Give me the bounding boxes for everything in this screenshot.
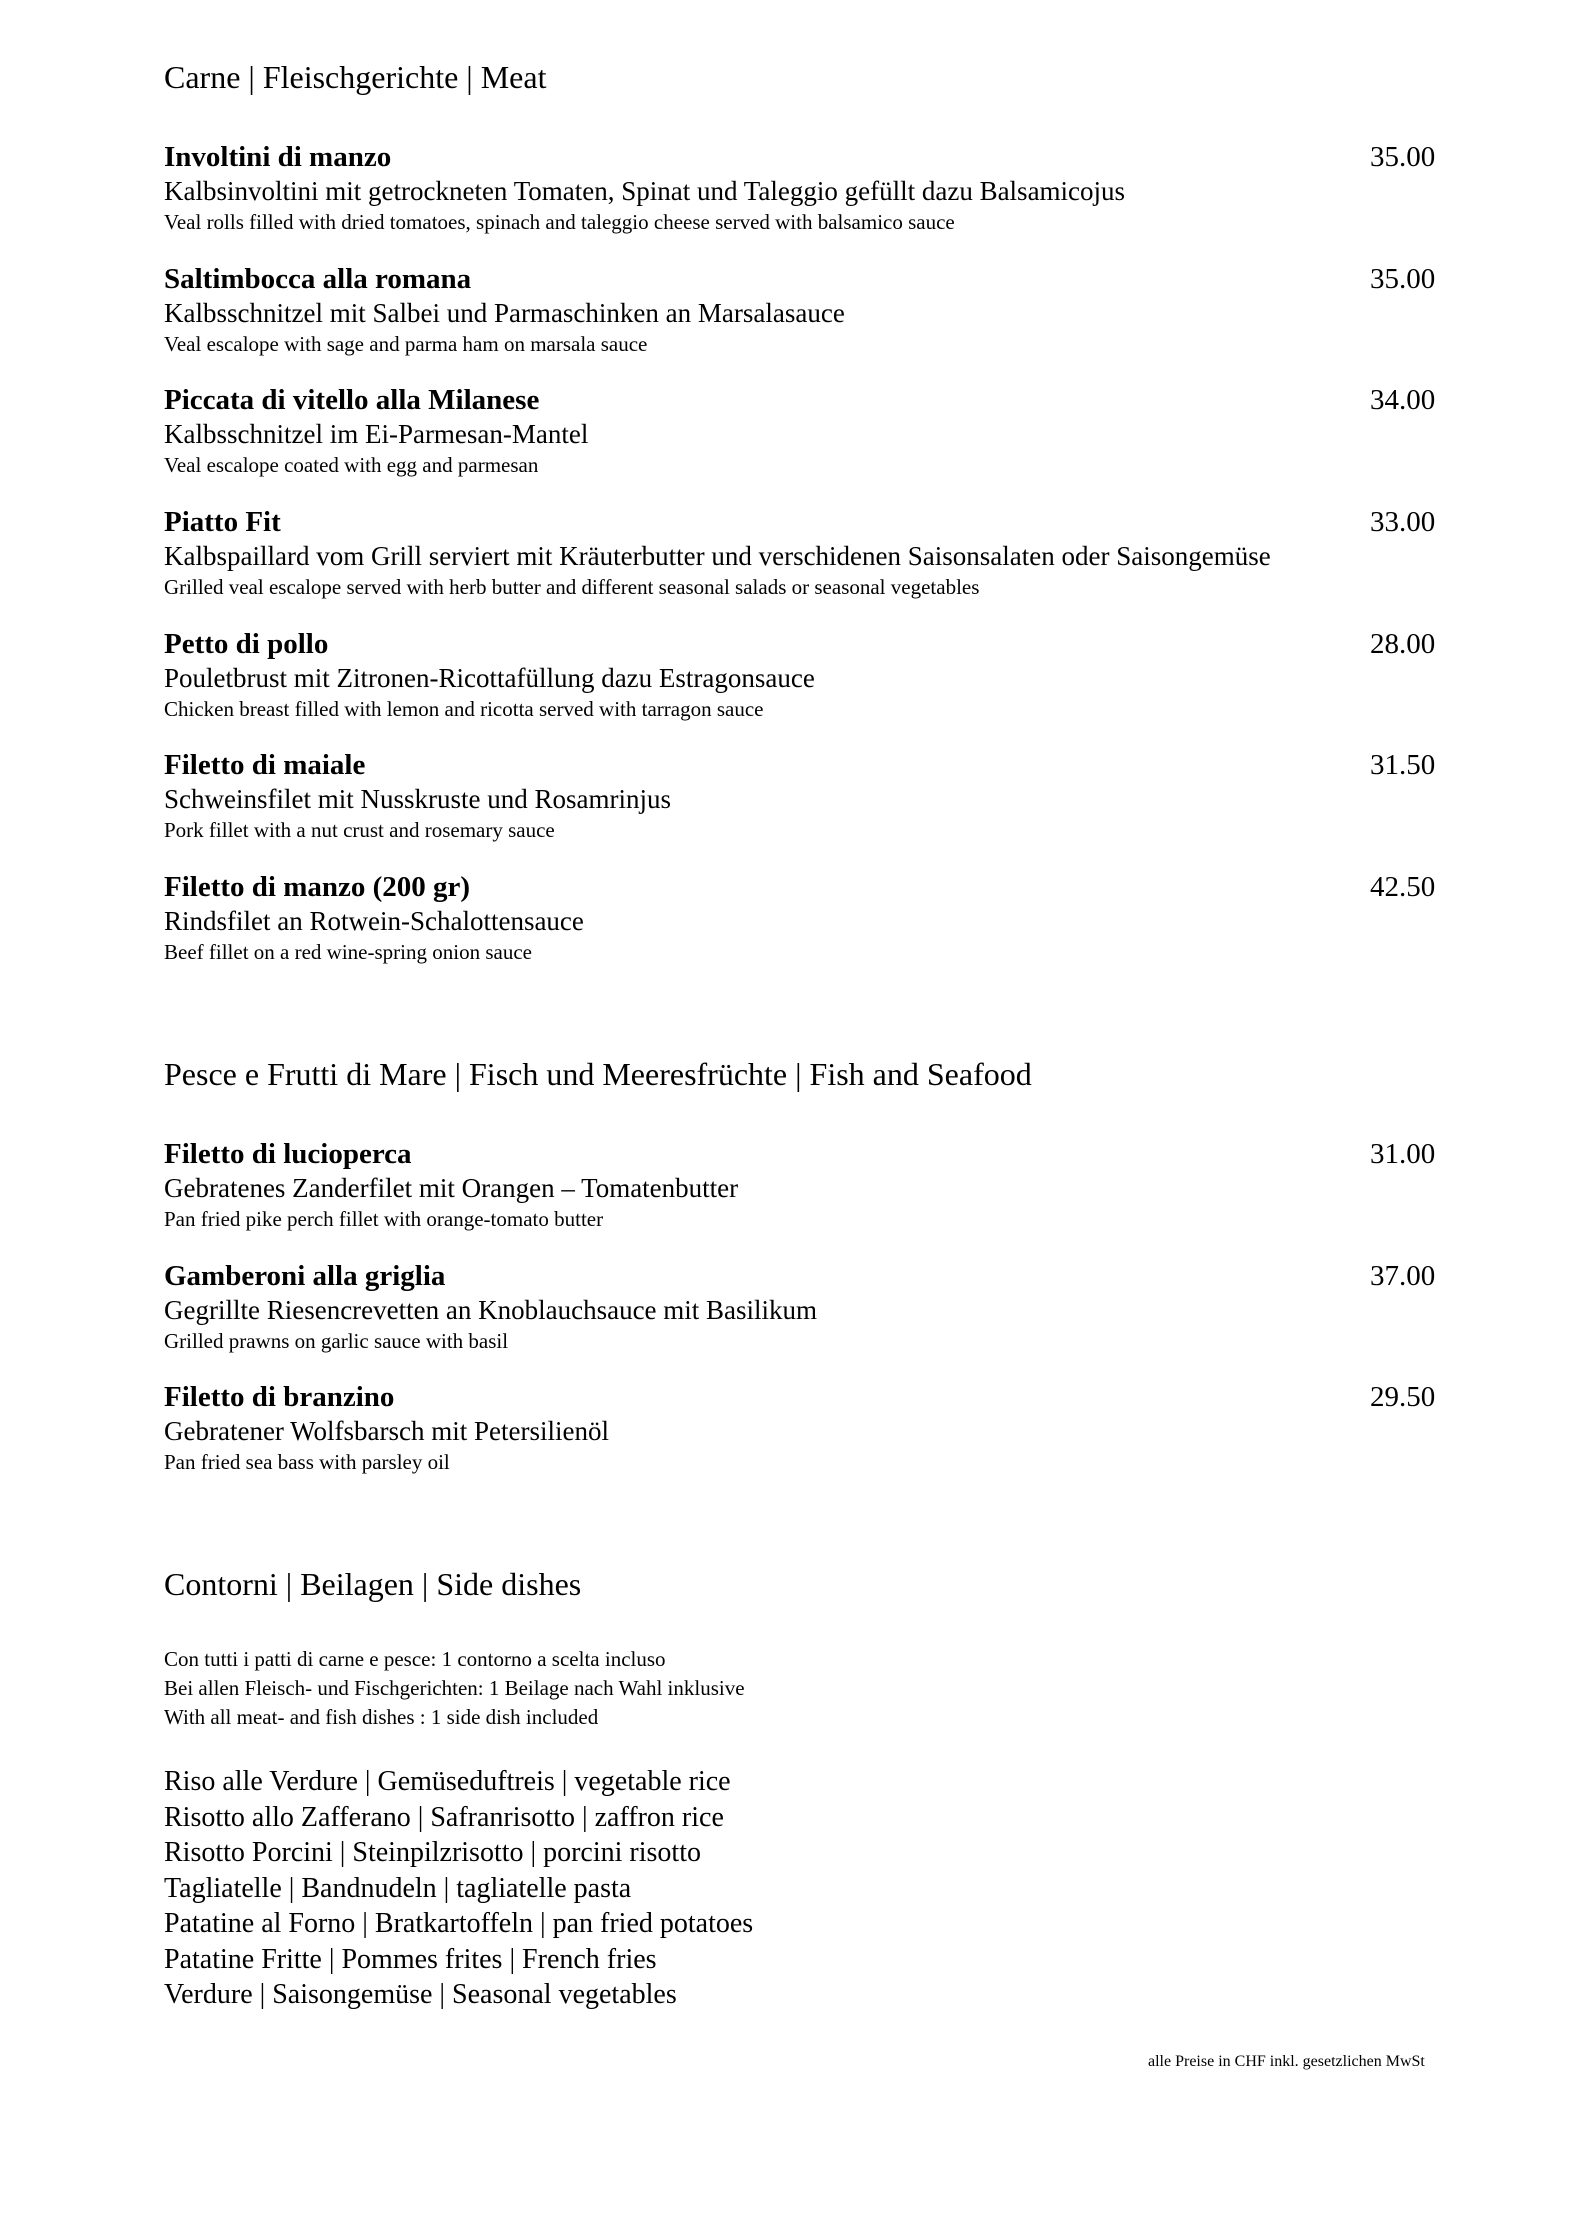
dish-description-en: Pan fried pike perch fillet with orange-tomato butter <box>164 1207 604 1231</box>
dish-filetto-di-branzino <box>164 1380 1444 1476</box>
section-heading-meat: Carne | Fleischgerichte | Meat <box>164 59 547 95</box>
dish-involtini <box>164 140 1444 236</box>
dish-description-de: Kalbspaillard vom Grill serviert mit Kräuterbutter und verschidenen Saisonsalaten oder Saisongemüse <box>164 541 1271 571</box>
dish-price: 35.00 <box>1370 141 1436 173</box>
side-dishes-list <box>164 1764 753 2013</box>
side-dish-item: Risotto allo Zafferano | Safranrisotto | zaffron rice <box>164 1801 724 1833</box>
dish-description-en: Veal rolls filled with dried tomatoes, spinach and taleggio cheese served with balsamico sauce <box>164 210 955 234</box>
dish-name: Filetto di lucioperca <box>164 1138 412 1170</box>
dish-name: Filetto di branzino <box>164 1381 395 1413</box>
side-dish-item: Verdure | Saisongemüse | Seasonal vegetables <box>164 1979 677 2010</box>
dish-description-de: Pouletbrust mit Zitronen-Ricottafüllung dazu Estragonsauce <box>164 663 815 693</box>
dish-description-de: Gebratenes Zanderfilet mit Orangen – Tomatenbutter <box>164 1173 739 1203</box>
dish-gamberoni <box>164 1259 1444 1355</box>
dish-price: 29.50 <box>1370 1381 1436 1413</box>
dish-description-de: Gegrillte Riesencrevetten an Knoblauchsauce mit Basilikum <box>164 1295 818 1325</box>
dish-description-en: Pork fillet with a nut crust and rosemary sauce <box>164 818 555 842</box>
dish-description-en: Veal escalope coated with egg and parmesan <box>164 453 539 477</box>
dish-price: 33.00 <box>1370 506 1436 538</box>
dish-description-en: Chicken breast filled with lemon and ricotta served with tarragon sauce <box>164 697 764 721</box>
dish-name: Saltimbocca alla romana <box>164 263 472 295</box>
dish-price: 31.00 <box>1370 1138 1436 1170</box>
section-heading-sides: Contorni | Beilagen | Side dishes <box>164 1566 582 1602</box>
dish-name: Petto di pollo <box>164 628 329 660</box>
dish-piatto-fit <box>164 505 1444 601</box>
side-dish-item: Riso alle Verdure | Gemüseduftreis | vegetable rice <box>164 1766 731 1797</box>
dish-name: Piccata di vitello alla Milanese <box>164 384 540 416</box>
dish-description-en: Grilled veal escalope served with herb butter and different seasonal salads or seasonal vegetables <box>164 575 980 599</box>
dish-price: 37.00 <box>1370 1260 1436 1292</box>
dish-filetto-di-lucioperca <box>164 1137 1444 1233</box>
dish-price: 35.00 <box>1370 263 1436 295</box>
dish-description-de: Kalbsschnitzel mit Salbei und Parmaschinken an Marsalasauce <box>164 298 845 328</box>
dish-piccata <box>164 383 1444 479</box>
side-dish-item: Patatine Fritte | Pommes frites | French fries <box>164 1943 657 1975</box>
note-line: Con tutti i patti di carne e pesce: 1 contorno a scelta incluso <box>164 1647 666 1671</box>
price-footnote: alle Preise in CHF inkl. gesetzlichen MwSt <box>1148 2053 1425 2070</box>
dish-name: Gamberoni alla griglia <box>164 1260 446 1292</box>
dish-price: 31.50 <box>1370 749 1436 781</box>
dish-name: Piatto Fit <box>164 506 281 538</box>
dish-petto-di-pollo <box>164 627 1444 723</box>
dish-description-en: Grilled prawns on garlic sauce with basil <box>164 1329 509 1353</box>
dish-description-en: Beef fillet on a red wine-spring onion sauce <box>164 940 532 964</box>
dish-description-de: Gebratener Wolfsbarsch mit Petersilienöl <box>164 1416 609 1446</box>
side-dish-item: Tagliatelle | Bandnudeln | tagliatelle pasta <box>164 1872 632 1904</box>
note-line: With all meat- and fish dishes : 1 side dish included <box>164 1705 599 1729</box>
dish-description-de: Kalbsschnitzel im Ei-Parmesan-Mantel <box>164 419 589 449</box>
dish-name: Filetto di manzo (200 gr) <box>164 871 471 903</box>
dish-saltimbocca <box>164 262 1444 358</box>
dish-description-de: Schweinsfilet mit Nusskruste und Rosamrinjus <box>164 784 671 814</box>
dish-price: 28.00 <box>1370 628 1436 660</box>
section-heading-fish: Pesce e Frutti di Mare | Fisch und Meeresfrüchte | Fish and Seafood <box>164 1056 1032 1092</box>
dish-price: 42.50 <box>1370 871 1436 903</box>
note-line: Bei allen Fleisch- und Fischgerichten: 1 Beilage nach Wahl inklusive <box>164 1676 745 1700</box>
dish-price: 34.00 <box>1370 384 1436 416</box>
side-dish-notes <box>164 1645 745 1732</box>
dish-name: Involtini di manzo <box>164 141 392 173</box>
dish-description-de: Rindsfilet an Rotwein-Schalottensauce <box>164 906 584 936</box>
dish-description-en: Veal escalope with sage and parma ham on marsala sauce <box>164 332 648 356</box>
dish-description-en: Pan fried sea bass with parsley oil <box>164 1450 450 1474</box>
dish-name: Filetto di maiale <box>164 749 366 781</box>
dish-filetto-di-maiale <box>164 748 1444 844</box>
side-dish-item: Patatine al Forno | Bratkartoffeln | pan fried potatoes <box>164 1908 754 1939</box>
side-dish-item: Risotto Porcini | Steinpilzrisotto | porcini risotto <box>164 1837 701 1868</box>
dish-filetto-di-manzo <box>164 870 1444 966</box>
dish-description-de: Kalbsinvoltini mit getrockneten Tomaten, Spinat und Taleggio gefüllt dazu Balsamicojus <box>164 176 1126 206</box>
